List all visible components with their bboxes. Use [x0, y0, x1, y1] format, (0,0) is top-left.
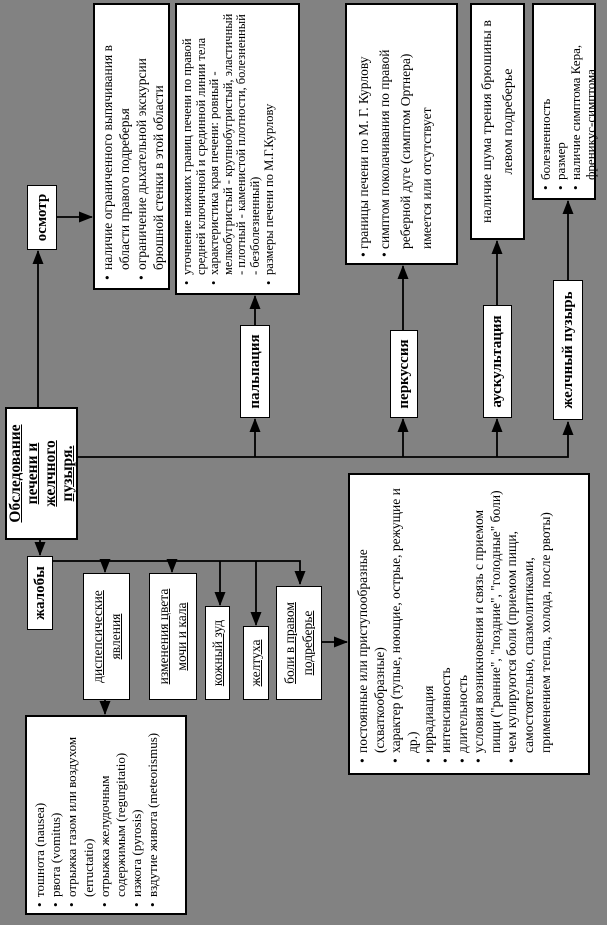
detail-item: • постоянные или приступообразные (схваткообразные): [355, 483, 388, 765]
category-pain-right-hypochondrium-label: боли в правом подреберье: [282, 602, 315, 684]
detail-item: • размеры печени по М.Г.Курлову: [263, 11, 277, 287]
node-gallbladder: [553, 280, 583, 420]
diagram-title: [5, 407, 78, 540]
details-percussion: [345, 3, 458, 265]
details-gallbladder: [532, 3, 596, 200]
node-percussion-label: перкуссия: [395, 339, 412, 409]
detail-item: • условия возникновения и связь с приемом пищи ("ранние", "поздние", "голодные" боли): [471, 483, 504, 765]
category-skin-itch-label: кожный зуд: [209, 619, 225, 687]
detail-item: • ограничение дыхательной экскурсии брюшной стенки в этой области: [133, 11, 167, 282]
detail-item: • наличие симптома Кера, френикус-симптома: [568, 11, 598, 192]
details-palpation-list: [181, 11, 276, 287]
detail-item: • отрыжка желудочным содержимым (regurgitatio): [97, 721, 129, 909]
category-dyspepsia-label: диспепсические явления: [89, 590, 123, 683]
detail-item: • изжога (pyrosis): [129, 721, 145, 909]
details-dyspepsia: [25, 715, 187, 915]
details-inspection: [93, 3, 170, 290]
category-dyspepsia: [83, 573, 130, 700]
category-skin-itch: [205, 606, 230, 700]
details-gallbladder-list: [538, 11, 598, 192]
detail-item: • интенсивность: [438, 483, 455, 765]
detail-item: • болезненность: [538, 11, 553, 192]
details-auscultation: [470, 3, 525, 240]
category-pain-right-hypochondrium: [276, 586, 322, 700]
details-percussion-list: [353, 11, 437, 257]
detail-item: • вздутие живота (meteorismus): [145, 721, 161, 909]
details-inspection-list: [99, 11, 167, 282]
category-jaundice-label: желтуха: [248, 639, 264, 687]
detail-item: • характеристика края печени: ровный - мелкобугристый - крупнобугристый, эластичный - плотный - каменистой плотности, болезненный - безболезненный): [208, 11, 262, 287]
node-complaints: [27, 556, 53, 630]
category-urine-stool-color-label: изменения цвета мочи и кала: [156, 588, 189, 685]
node-palpation-label: пальпация: [246, 334, 263, 409]
detail-item: • чем купируются боли (приемом пищи, самостоятельно, спазмолитиками, применением тепла, холода, после рвоты): [504, 483, 554, 765]
category-urine-stool-color: [149, 573, 197, 700]
detail-item: • наличие ограниченного выпячивания в области правого подреберья: [99, 11, 133, 282]
details-dyspepsia-list: [32, 721, 162, 909]
detail-item: • симптом поколачивания по правой реберной дуге (симптом Ортнера) имеется или отсутствует: [374, 11, 437, 257]
details-pain: [348, 473, 590, 775]
node-auscultation-label: аускультация: [489, 315, 505, 408]
detail-item: • уточнение нижних границ печени по правой средней ключичной и срединной линии тела: [181, 11, 208, 287]
detail-item: • тошнота (nausea): [32, 721, 48, 909]
node-auscultation: [483, 305, 512, 418]
detail-item: • длительность: [455, 483, 472, 765]
details-palpation: [175, 3, 300, 295]
node-inspection: [27, 185, 57, 250]
node-percussion: [390, 330, 418, 418]
node-complaints-label: жалобы: [31, 566, 48, 620]
diagram-title-text: Обследование печени и желчного пузыря.: [6, 424, 76, 523]
details-pain-list: [355, 483, 554, 765]
detail-item: • иррадиация: [421, 483, 438, 765]
detail-item: • рвота (vomitus): [48, 721, 64, 909]
node-palpation: [240, 325, 270, 418]
node-inspection-label: осмотр: [33, 193, 50, 242]
detail-item: • границы печени по М. Г. Курлову: [353, 11, 374, 257]
node-gallbladder-label: желчный пузырь: [559, 291, 576, 409]
detail-item: • размер: [553, 11, 568, 192]
details-auscultation-text: наличие шума трения брюшины в левом подреберье: [479, 20, 516, 223]
category-jaundice: [243, 626, 269, 700]
detail-item: • характер (тупые, ноющие, острые, режущие и др.): [388, 483, 421, 765]
detail-item: • отрыжка газом или воздухом (erructatio): [64, 721, 96, 909]
